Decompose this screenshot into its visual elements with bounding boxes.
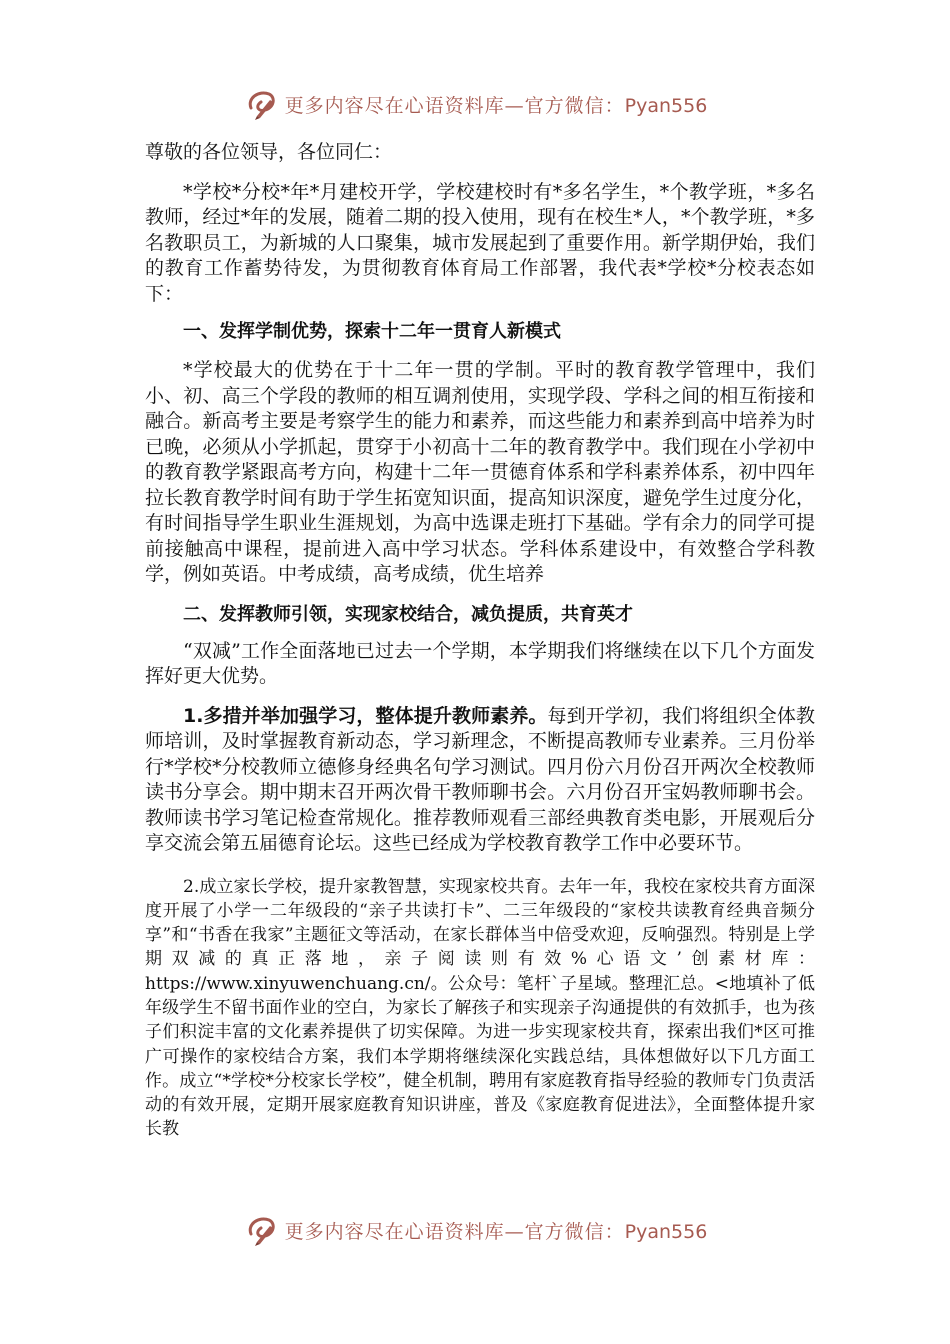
section2-heading: 二、发挥教师引领，实现家校结合，减负提质，共育英才 — [183, 603, 633, 625]
header-banner — [0, 82, 950, 126]
footer-wechat-id: Pyan556 — [624, 1220, 708, 1243]
intro-paragraph: *学校*分校*年*月建校开学，学校建校时有*多名学生，*个教学班，*多名教师，经过*年的发展，随着二期的投入使用，现有在校生*人，*个教学班，*多名教职员工，为新城的人口聚集，城市发展起到了重要作用。新学期伊始，我们的教育工作蓄势待发，为贯彻教育体育局工作部署，我代表*学校*分校表态如下： — [145, 180, 815, 305]
section1-heading: 一、发挥学制优势，探索十二年一贯育人新模式 — [183, 321, 561, 342]
header-brand-text: 更多内容尽在心语资料库—官方微信：Pyan556 — [284, 94, 708, 117]
greeting: 尊敬的各位领导，各位同仁： — [145, 141, 393, 163]
section1-paragraph: *学校最大的优势在于十二年一贯的学制。平时的教育教学管理中，我们小、初、高三个学段的教师的相互调剂使用，实现学段、学科之间的相互衔接和融合。新高考主要是考察学生的能力和素养，而这些能力和素养到高中培养为时已晚，必须从小学抓起，贯穿于小初高十二年的教育教学中。我们现在小学初中的教育教学紧跟高考方向，构建十二年一贯德育体系和学科素养体系，初中四年拉长教育教学时间有助于学生拓宽知识面，提高知识深度，避免学生过度分化，有时间指导学生职业生涯规划，为高中选课走班打下基础。学有余力的同学可提前接触高中课程，提前进入高中学习状态。学科体系建设中，有效整合学科教学，例如英语。中考成绩，高考成绩，优生培养 — [145, 359, 815, 585]
item2-paragraph: 2.成立家长学校，提升家教智慧，实现家校共育。去年一年，我校在家校共育方面深度开展了小学一二年级段的“亲子共读打卡”、二三年级段的“家校共读教育经典音频分享”和“书香在我家”主题征文等活动，在家长群体当中倍受欢迎，反响强烈。特别是上学期双减的真正落地，亲子阅读则有效%心语文’创素材库：https://www.xinyuwenchuang.cn/。公众号：笔杆`子星域。整理汇总。<地填补了低年级学生不留书面作业的空白，为家长了解孩子和实现亲子沟通提供的有效抓手，也为孩子们积淀丰富的文化素养提供了切实保障。为进一步实现家校共育，探索出我们*区可推广可操作的家校结合方案，我们本学期将继续深化实践总结，具体想做好以下几方面工作。成立“*学校*分校家长学校”，健全机制，聘用有家庭教育指导经验的教师专门负责活动的有效开展，定期开展家庭教育知识讲座，普及《家庭教育促进法》，全面整体提升家长教 — [145, 876, 815, 1140]
section2-intro-paragraph: “双减”工作全面落地已过去一个学期，本学期我们将继续在以下几个方面发挥好更大优势。 — [145, 639, 815, 687]
footer-banner — [0, 1208, 950, 1252]
header-wechat-id: Pyan556 — [624, 94, 708, 117]
footer-brand-text: 更多内容尽在心语资料库—官方微信：Pyan556 — [284, 1220, 708, 1243]
item1-lead: 1.多措并举加强学习，整体提升教师素养。 — [183, 704, 548, 727]
pen-swirl-logo-icon — [243, 86, 279, 122]
item1-paragraph — [145, 704, 815, 857]
item1-body: 每到开学初，我们将组织全体教师培训，及时掌握教育新动态，学习新理念，不断提高教师专业素养。三月份举行*学校*分校教师立德修身经典名句学习测试。四月份六月份召开两次全校教师读书分享会。期中期末召开两次骨干教师聊书会。六月份召开宝妈教师聊书会。教师读书学习笔记检查常规化。推荐教师观看三部经典教育类电影，开展观后分享交流会第五届德育论坛。这些已经成为学校教育教学工作中必要环节。 — [145, 704, 815, 854]
document-body — [145, 140, 815, 1142]
pen-swirl-logo-icon — [243, 1212, 279, 1248]
